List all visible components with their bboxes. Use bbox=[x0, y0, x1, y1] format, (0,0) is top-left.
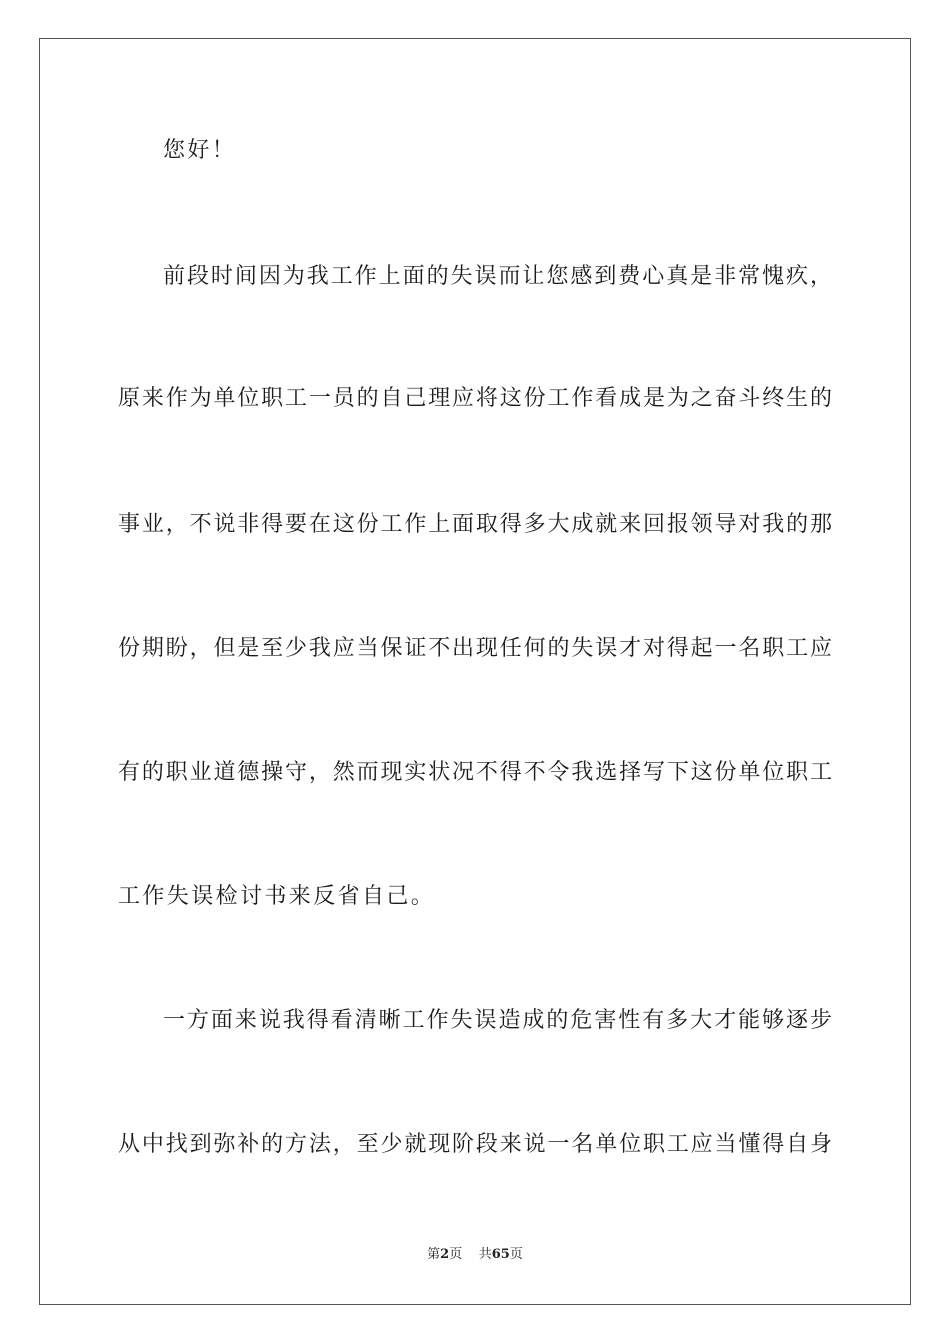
page-footer bbox=[0, 1246, 950, 1264]
total-pages: 65 bbox=[491, 1247, 510, 1262]
page-suffix: 页 bbox=[449, 1247, 463, 1262]
paragraph-line: 有的职业道德操守，然而现实状况不得不令我选择写下这份单位职工 bbox=[118, 760, 832, 785]
salutation: 您好！ bbox=[163, 138, 237, 163]
paragraph-line: 份期盼，但是至少我应当保证不出现任何的失误才对得起一名职工应 bbox=[118, 636, 832, 661]
total-suffix: 页 bbox=[509, 1247, 523, 1262]
page-prefix: 第 bbox=[427, 1247, 441, 1262]
paragraph-line: 原来作为单位职工一员的自己理应将这份工作看成是为之奋斗终生的 bbox=[118, 386, 832, 411]
page-border bbox=[39, 38, 911, 1305]
paragraph-line: 一方面来说我得看清晰工作失误造成的危害性有多大才能够逐步 bbox=[163, 1008, 832, 1033]
paragraph-line: 前段时间因为我工作上面的失误而让您感到费心真是非常愧疚， bbox=[163, 264, 832, 289]
paragraph-line: 从中找到弥补的方法，至少就现阶段来说一名单位职工应当懂得自身 bbox=[118, 1132, 832, 1157]
paragraph-line: 工作失误检讨书来反省自己。 bbox=[118, 884, 436, 909]
page-number: 2 bbox=[440, 1247, 450, 1262]
paragraph-line: 事业，不说非得要在这份工作上面取得多大成就来回报领导对我的那 bbox=[118, 512, 832, 537]
total-prefix: 共 bbox=[478, 1247, 492, 1262]
